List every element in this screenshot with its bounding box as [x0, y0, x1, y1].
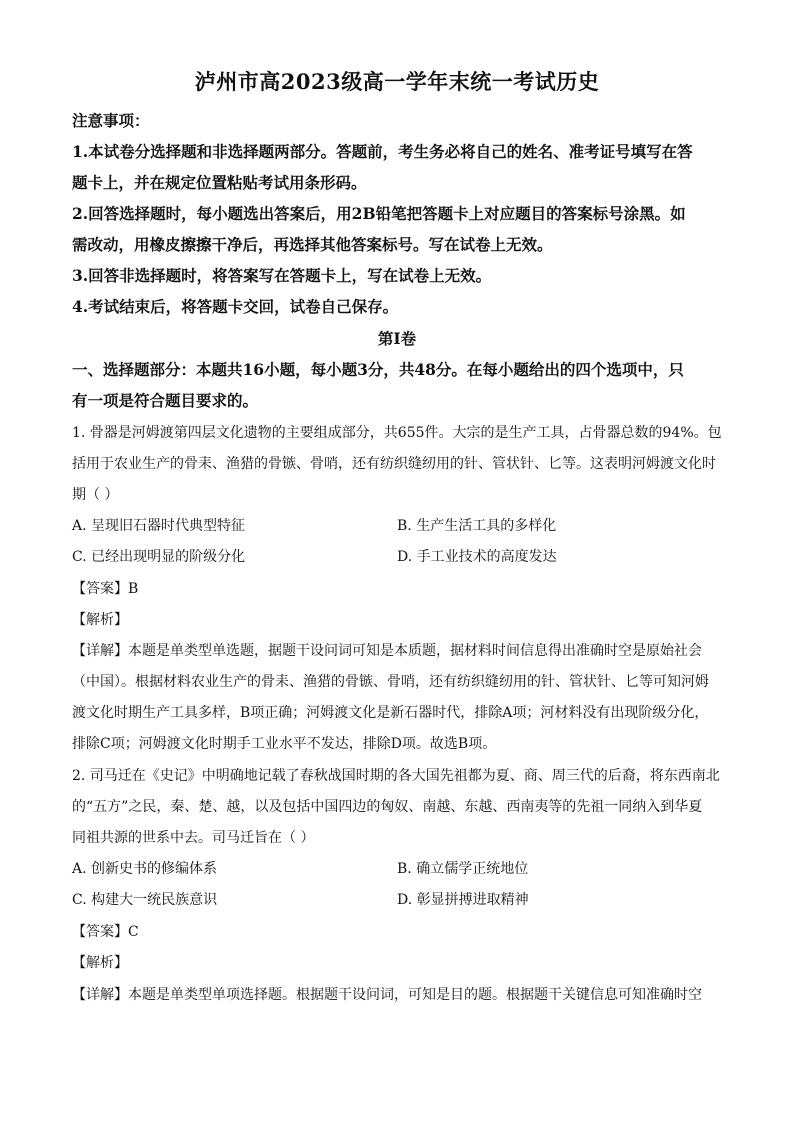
q1-detail: 渡文化时期生产工具多样，B项正确；河姆渡文化是新石器时代，排除A项；河材料没有出现阶级分化，	[72, 705, 709, 721]
question-1-stem: 期（ ）	[72, 487, 119, 503]
question-2-stem: 2. 司马迁在《史记》中明确地记载了春秋战国时期的各大国先祖都为夏、商、周三代的后裔，将东西南北	[72, 768, 720, 784]
notice-line: 4.考试结束后，将答题卡交回，试卷自己保存。	[72, 297, 399, 316]
analysis-tag: 【解析】	[72, 612, 128, 628]
answer-value: C	[128, 924, 139, 940]
notice-line: 3.回答非选择题时，将答案写在答题卡上，写在试卷上无效。	[72, 266, 492, 285]
q2-option-b: B. 确立儒学正统地位	[397, 861, 529, 877]
q2-answer	[72, 921, 732, 941]
q2-option-c: C. 构建大一统民族意识	[72, 892, 218, 908]
notice-line: 题卡上，并在规定位置粘贴考试用条形码。	[72, 173, 367, 192]
answer-tag: 【答案】	[72, 924, 128, 940]
exam-title: 泸州市高2023级高一学年末统一考试历史	[194, 69, 600, 94]
question-1-stem: 1. 骨器是河姆渡第四层文化遗物的主要组成部分，共655件。大宗的是生产工具，占骨器总数的94%。包	[72, 425, 722, 441]
q2-detail	[72, 984, 732, 1004]
answer-tag: 【答案】	[72, 581, 128, 597]
notice-heading: 注意事项：	[72, 111, 150, 130]
q2-analysis-tag	[72, 952, 732, 972]
volume-heading: 第Ⅰ卷	[377, 329, 417, 348]
section-heading-line: 有一项是符合题目要求的。	[72, 391, 259, 410]
detail-tag: 【详解】	[72, 643, 128, 659]
q1-option-d: D. 手工业技术的高度发达	[397, 549, 557, 565]
answer-value: B	[128, 581, 139, 597]
question-1-stem: 括用于农业生产的骨耒、渔猎的骨镞、骨哨，还有纺织缝纫用的针、管状针、匕等。这表明河姆渡文化时	[72, 456, 716, 472]
q2-option-d: D. 彰显拼搏进取精神	[397, 892, 529, 908]
notice-line: 需改动，用橡皮擦擦干净后，再选择其他答案标号。写在试卷上无效。	[72, 235, 553, 254]
section-heading-line: 一、选择题部分：本题共16小题，每小题3分，共48分。在每小题给出的四个选项中，只	[72, 360, 684, 379]
notice-line: 1.本试卷分选择题和非选择题两部分。答题前，考生务必将自己的姓名、准考证号填写在答	[72, 142, 693, 161]
question-2-stem: 同祖共源的世系中去。司马迁旨在（ ）	[72, 830, 315, 846]
q1-analysis-tag	[72, 609, 732, 629]
detail-tag: 【详解】	[72, 987, 128, 1003]
q1-detail	[72, 640, 732, 660]
detail-text: 本题是单类型单选题，据题干设问词可知是本质题，据材料时间信息得出准确时空是原始社会	[128, 643, 702, 659]
analysis-tag: 【解析】	[72, 955, 128, 971]
notice-line: 2.回答选择题时，每小题选出答案后，用2B铅笔把答题卡上对应题目的答案标号涂黑。如	[72, 204, 686, 223]
q1-option-c: C. 已经出现明显的阶级分化	[72, 549, 246, 565]
q1-option-b: B. 生产生活工具的多样化	[397, 518, 557, 534]
q1-answer	[72, 578, 732, 598]
question-2-stem: 的“五方”之民，秦、楚、越，以及包括中国四边的匈奴、南越、东越、西南夷等的先祖一同纳入到华夏	[72, 799, 703, 815]
detail-text: 本题是单类型单项选择题。根据题干设问词，可知是目的题。根据题干关键信息可知准确时空	[128, 987, 702, 1003]
q1-detail: （中国）。根据材料农业生产的骨耒、渔猎的骨镞、骨哨，还有纺织缝纫用的针、管状针、匕等可知河姆	[72, 674, 709, 690]
q1-option-a: A. 呈现旧石器时代典型特征	[72, 518, 246, 534]
q1-detail: 排除C项；河姆渡文化时期手工业水平不发达，排除D项。故选B项。	[72, 736, 497, 752]
q2-option-a: A. 创新史书的修编体系	[72, 861, 218, 877]
